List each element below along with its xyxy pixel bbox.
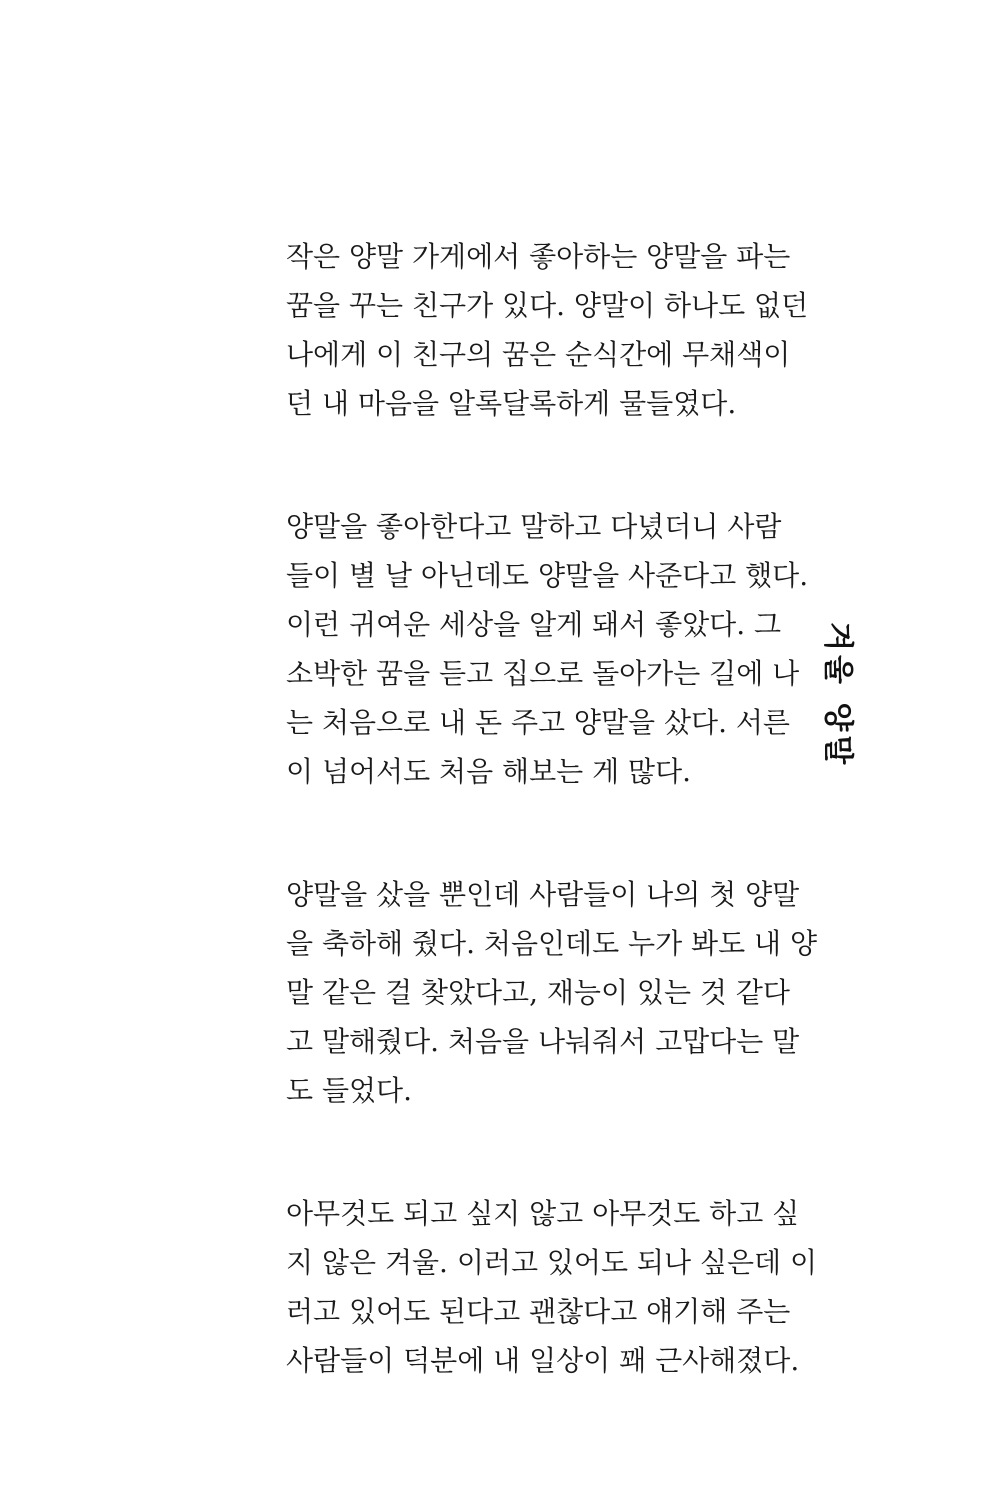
text-line: 지 않은 겨울. 이러고 있어도 되나 싶은데 이 <box>286 1246 818 1279</box>
text-line: 들이 별 날 아닌데도 양말을 사준다고 했다. <box>286 559 809 592</box>
body-text <box>286 232 818 1385</box>
text-line: 아무것도 되고 싶지 않고 아무것도 하고 싶 <box>286 1197 800 1230</box>
text-line: 고 말해줬다. 처음을 나눠줘서 고맙다는 말 <box>286 1025 800 1058</box>
text-line: 이 넘어서도 처음 해보는 게 많다. <box>286 755 692 788</box>
text-line: 도 들었다. <box>286 1074 412 1107</box>
text-line: 나에게 이 친구의 꿈은 순식간에 무채색이 <box>286 338 791 371</box>
text-line: 러고 있어도 된다고 괜찮다고 얘기해 주는 <box>286 1295 791 1328</box>
paragraph-1 <box>286 232 809 428</box>
text-line: 말 같은 걸 찾았다고, 재능이 있는 것 같다 <box>286 976 790 1009</box>
paragraph-4 <box>286 1189 818 1385</box>
text-line: 이런 귀여운 세상을 알게 돼서 좋았다. 그 <box>286 608 782 641</box>
text-line: 양말을 샀을 뿐인데 사람들이 나의 첫 양말 <box>286 878 800 911</box>
text-line: 작은 양말 가게에서 좋아하는 양말을 파는 <box>286 240 791 273</box>
text-line: 꿈을 꾸는 친구가 있다. 양말이 하나도 없던 <box>286 289 809 322</box>
text-line: 사람들이 덕분에 내 일상이 꽤 근사해졌다. <box>286 1344 800 1377</box>
paragraph-3 <box>286 870 818 1115</box>
text-line: 양말을 좋아한다고 말하고 다녔더니 사람 <box>286 510 782 543</box>
text-line: 는 처음으로 내 돈 주고 양말을 샀다. 서른 <box>286 706 790 739</box>
text-line: 던 내 마음을 알록달록하게 물들였다. <box>286 387 737 420</box>
text-line: 을 축하해 줬다. 처음인데도 누가 봐도 내 양 <box>286 927 818 960</box>
text-line: 소박한 꿈을 듣고 집으로 돌아가는 길에 나 <box>286 657 800 690</box>
paragraph-2 <box>286 502 809 796</box>
running-title-text: 겨울 양말 <box>820 622 855 769</box>
running-title <box>812 622 862 792</box>
